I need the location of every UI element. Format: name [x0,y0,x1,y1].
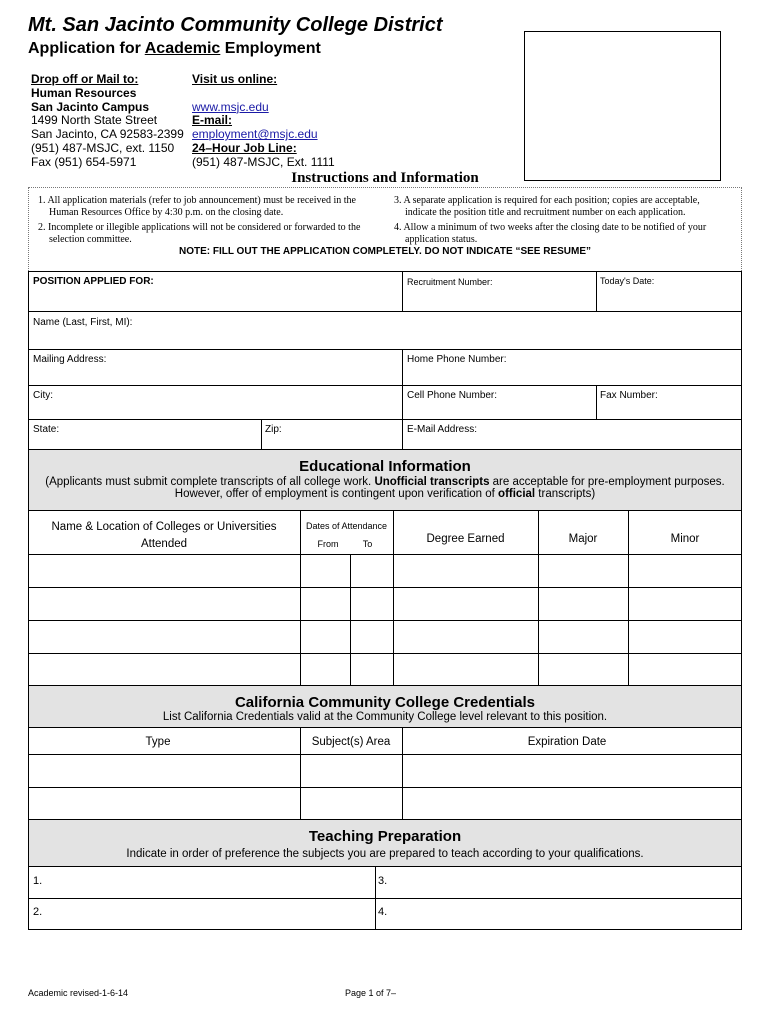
zip-field[interactable]: Zip: [265,424,282,435]
col-degree: Degree Earned [426,533,505,545]
instructions-left [38,195,368,249]
col-minor: Minor [670,533,700,545]
col-to: To [362,539,373,549]
instruction-item: 1. All application materials (refer to job announcement) must be received in the Human Resources Office by 4:30 p.m. on the closing date. [38,195,356,218]
teaching-pref-4[interactable]: 4. [378,906,388,918]
mail-to-heading: Drop off or Mail to: [31,72,139,86]
teaching-pref-1[interactable]: 1. [33,875,43,887]
revision-note: Academic revised-1-6-14 [28,988,129,998]
email-link[interactable]: employment@msjc.edu [192,127,318,142]
mail-line: (951) 487-MSJC, ext. 1150 [31,140,175,155]
education-note-line1: (Applicants must submit complete transcripts of all college work. Unofficial transcripts are acceptable for pre-employment purposes. [45,476,725,488]
credentials-note: List California Credentials valid at the Community College level relevant to this position. [162,711,608,723]
city-field[interactable]: City: [33,390,53,401]
education-band [28,449,742,511]
credentials-band [28,685,742,728]
photo-box [524,31,721,181]
mail-to-block [31,73,184,170]
recruitment-number-field[interactable]: Recruitment Number: [407,277,493,287]
col-from: From [317,539,339,549]
application-form [28,271,742,930]
mail-line: San Jacinto, CA 92583-2399 [31,127,184,142]
online-heading: Visit us online: [192,72,278,86]
website-link[interactable]: www.msjc.edu [192,99,269,114]
education-heading: Educational Information [299,458,471,475]
form-subtitle: Application for Academic Employment [28,40,321,57]
cell-phone-field[interactable]: Cell Phone Number: [407,390,498,401]
instruction-item: 4. Allow a minimum of two weeks after the closing date to be notified of your application status. [394,222,707,245]
email-heading: E-mail: [192,113,233,128]
fax-number-field[interactable]: Fax Number: [600,390,658,401]
page-number: Page 1 of 7– [345,988,397,998]
home-phone-field[interactable]: Home Phone Number: [407,354,507,365]
teaching-pref-3[interactable]: 3. [378,875,388,887]
col-college-name: Name & Location of Colleges or Universities Attended [51,521,277,550]
mailing-address-field[interactable]: Mailing Address: [33,354,107,365]
col-dates-attendance: Dates of Attendance [305,521,388,531]
mail-line: San Jacinto Campus [31,99,150,114]
mail-line: Human Resources [31,85,137,100]
email-address-field[interactable]: E-Mail Address: [407,424,478,435]
col-expiration-date: Expiration Date [527,736,607,748]
col-subject-area: Subject(s) Area [311,736,391,748]
instruction-item: 2. Incomplete or illegible applications will not be considered or forwarded to the selection committee. [38,222,361,245]
jobline-number: (951) 487-MSJC, Ext. 1111 [192,154,335,169]
instruction-item: 3. A separate application is required for each position; copies are acceptable, indicate the position title and recruitment number on each application. [394,195,700,218]
teaching-note: Indicate in order of preference the subjects you are prepared to teach according to your qualifications. [126,848,644,860]
instructions-right [394,195,724,249]
instructions-title: Instructions and Information [291,170,479,186]
name-field[interactable]: Name (Last, First, MI): [33,317,133,328]
credentials-heading: California Community College Credentials [234,694,536,711]
col-credential-type: Type [145,736,171,748]
col-major: Major [568,533,598,545]
teaching-pref-2[interactable]: 2. [33,906,43,918]
online-block [192,73,335,170]
position-field[interactable]: POSITION APPLIED FOR: [33,276,154,287]
todays-date-field[interactable]: Today's Date: [600,276,655,286]
teaching-heading: Teaching Preparation [308,828,462,845]
mail-line: Fax (951) 654-5971 [31,154,137,169]
district-title: Mt. San Jacinto Community College District [28,14,443,36]
state-field[interactable]: State: [33,424,60,435]
education-note-line2: However, offer of employment is contingent upon verification of official transcripts) [174,488,596,500]
jobline-heading: 24–Hour Job Line: [192,140,297,155]
mail-line: 1499 North State Street [31,113,158,128]
teaching-band [28,819,742,867]
fill-out-note: NOTE: FILL OUT THE APPLICATION COMPLETELY. DO NOT INDICATE “SEE RESUME” [178,246,592,257]
